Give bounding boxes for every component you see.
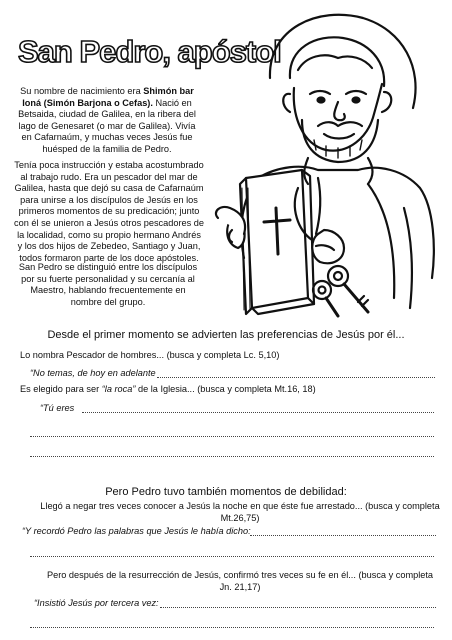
question-2-quote: “la roca” — [101, 384, 136, 394]
question-3: Llegó a negar tres veces conocer a Jesús la noche en que éste fue arrestado... (busca y completa Mt.26,75) — [40, 501, 440, 523]
answer-3-line-1[interactable] — [250, 535, 436, 536]
answer-2-prompt: “Tú eres — [40, 403, 75, 413]
answer-2-line-2[interactable] — [30, 436, 434, 437]
answer-2-line-1[interactable] — [82, 412, 434, 413]
section-1-heading: Desde el primer momento se advierten las preferencias de Jesús por él... — [47, 329, 405, 341]
intro-p1-post: Nació en Betsaida, ciudad de Galilea, en la ribera del lago de Genesaret (o mar de Galilea). Vivía en Cafarnaúm, y muchas veces Jesús fue huésped de la familia de Pedro. — [18, 97, 196, 154]
question-4: Pero después de la resurrección de Jesús, confirmó tres veces su fe en él... (busca y completa Jn. 21,17) — [46, 570, 434, 592]
intro-p1-bold: Shimón bar Ioná (Simón Barjona o Cefas). — [22, 86, 194, 108]
answer-3-line-2[interactable] — [30, 556, 434, 557]
question-2-pre: Es elegido para ser — [20, 384, 102, 394]
section-2-heading: Pero Pedro tuvo también momentos de debilidad: — [105, 486, 347, 498]
answer-2-line-3[interactable] — [30, 456, 434, 457]
intro-paragraph-1 — [14, 86, 200, 156]
answer-4-line-2[interactable] — [30, 627, 434, 628]
page-title — [16, 26, 281, 78]
page-title-text: San Pedro, apóstol — [18, 34, 281, 69]
question-2-post: de la Iglesia... (busca y completa Mt.16, 18) — [135, 384, 316, 394]
intro-paragraph-3: San Pedro se distinguió entre los discípulos por su fuerte personalidad y su cercanía al Maestro, hablando frecuentemente en nombre del grupo. — [18, 262, 198, 307]
saint-peter-coloring-illustration — [198, 8, 448, 316]
intro-paragraph-2: Tenía poca instrucción y estaba acostumbrado al trabajo rudo. Era un pescador del mar de Galilea, hasta que dejó su casa de Cafarnaúm para unirse a los discípulos de Jesús en los primeros momentos de su predicación; junto con él se unieron a Jesús otros pescadores de la localidad, como su propio hermano Andrés y los dos hijos de Zebedeo, Santiago y Juan, todos formaron parte de los doce apóstoles. — [14, 160, 204, 263]
answer-3-prompt: “Y recordó Pedro las palabras que Jesús le había dicho: — [22, 526, 251, 536]
intro-p1-pre: Su nombre de nacimiento era — [20, 86, 144, 96]
answer-1-line[interactable] — [157, 377, 435, 378]
question-1: Lo nombra Pescador de hombres... (busca y completa Lc. 5,10) — [20, 350, 280, 360]
answer-4-line-1[interactable] — [160, 607, 436, 608]
answer-1-prompt: “No temas, de hoy en adelante — [30, 368, 156, 378]
question-2 — [20, 384, 440, 396]
answer-4-prompt: “Insistió Jesús por tercera vez: — [34, 598, 159, 608]
